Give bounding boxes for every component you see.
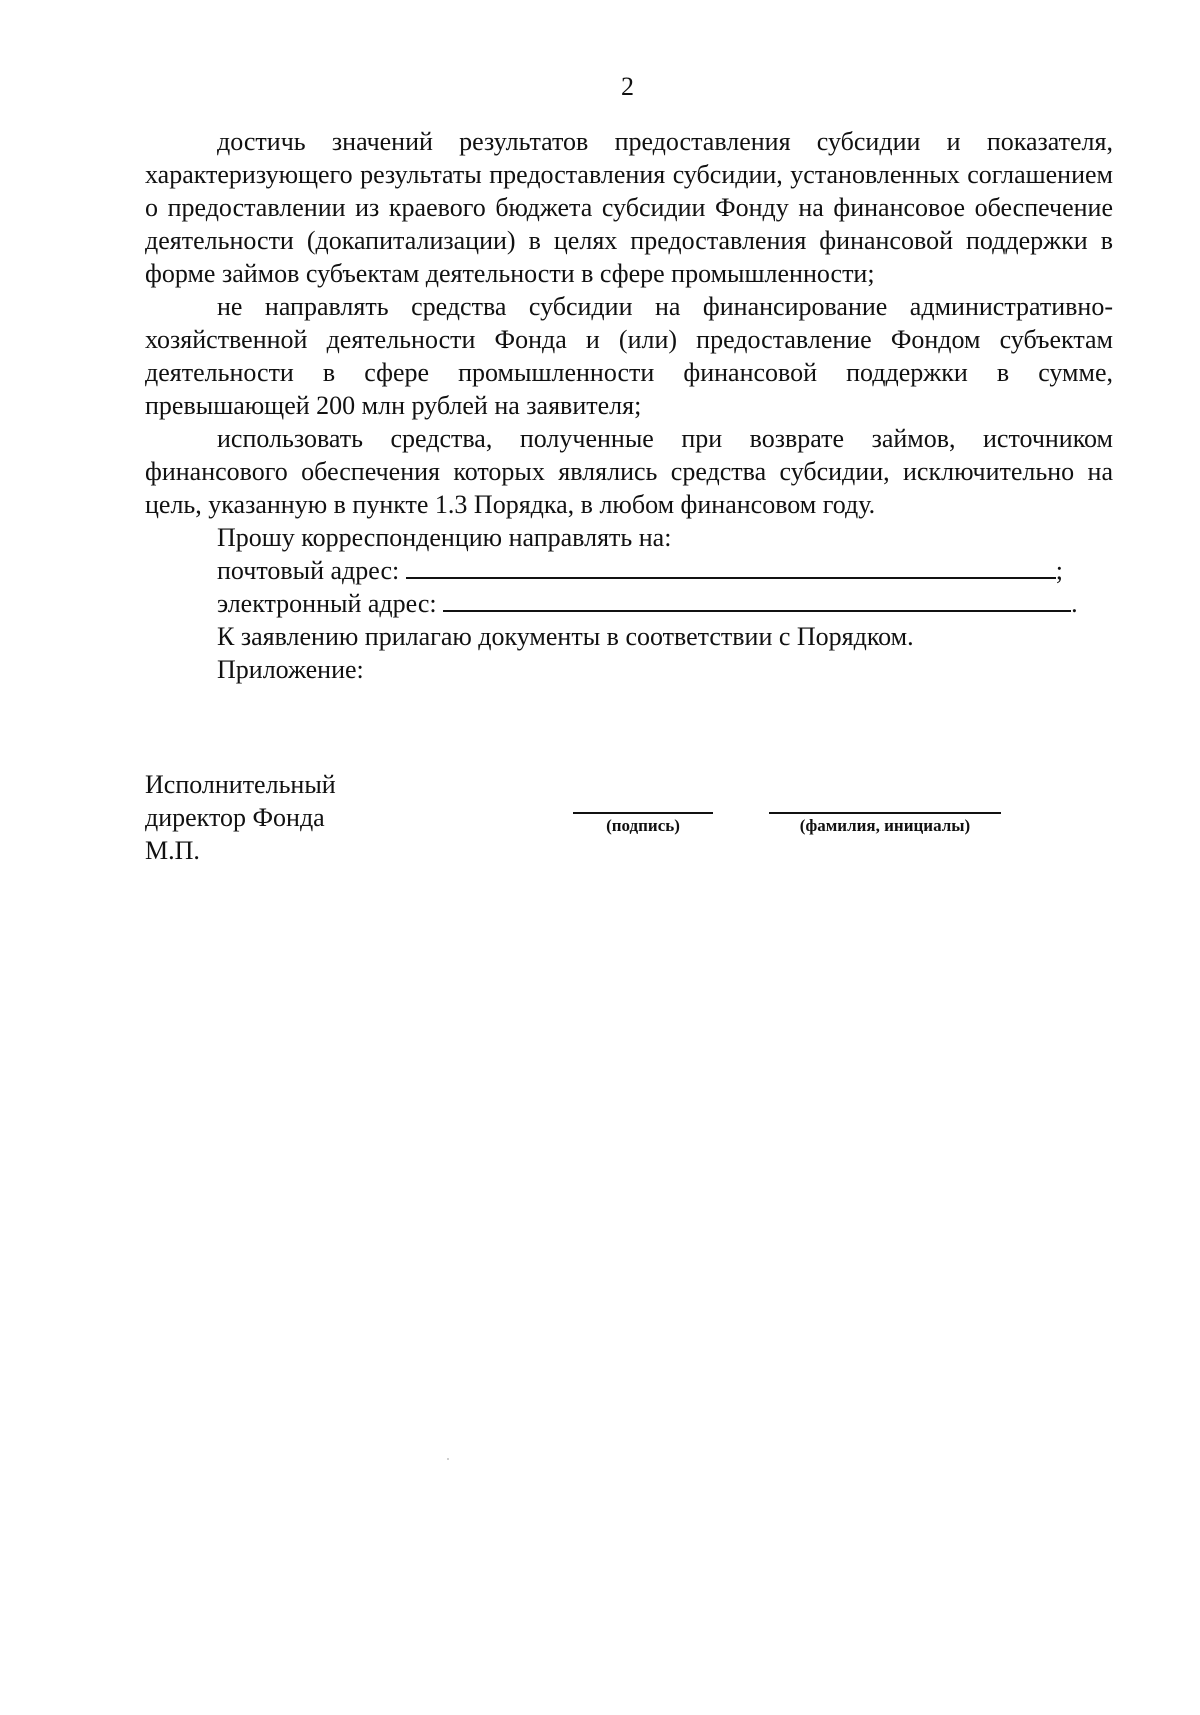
paragraph-results: достичь значений результатов предоставления субсидии и показателя, характеризующего результаты предоставления субсидии, установленных соглашением о предоставлении из краевого бюджета субсидии Фонду на финансовое обеспечение деятельности (докапитализации) в целях предоставления финансовой поддержки в форме займов субъектам деятельности в сфере промышленности;: [145, 127, 1113, 288]
paragraph-no-admin-spending: не направлять средства субсидии на финансирование административно-хозяйственной деятельности Фонда и (или) предоставление Фондом субъектам деятельности в сфере промышленности финансовой поддержки в сумме, превышающей 200 млн рублей на заявителя;: [145, 292, 1113, 420]
email-address-end: .: [1071, 589, 1078, 618]
document-body: [145, 125, 1113, 686]
correspondence-intro: Прошу корреспонденцию направлять на:: [217, 523, 672, 552]
signatory-position: [145, 768, 336, 867]
scan-speck: [447, 1458, 449, 1460]
email-address-row: [145, 587, 1113, 620]
signature-caption: (подпись): [606, 816, 680, 835]
attachments-note: К заявлению прилагаю документы в соответствии с Порядком.: [217, 622, 914, 651]
postal-address-field[interactable]: [406, 557, 1056, 579]
postal-address-end: ;: [1055, 556, 1063, 585]
position-line-2: директор Фонда: [145, 803, 325, 832]
page-number: 2: [621, 72, 634, 101]
postal-address-row: [145, 554, 1113, 587]
postal-address-label: почтовый адрес:: [217, 556, 400, 585]
position-line-1: Исполнительный: [145, 770, 336, 799]
signature-line[interactable]: [573, 812, 713, 814]
name-line[interactable]: [769, 812, 1001, 814]
appendix-label: Приложение:: [217, 655, 364, 684]
name-caption: (фамилия, инициалы): [799, 816, 971, 835]
seal-mark: М.П.: [145, 836, 200, 865]
email-address-label: электронный адрес:: [217, 589, 437, 618]
paragraph-loan-returns: использовать средства, полученные при возврате займов, источником финансового обеспечения которых являлись средства субсидии, исключительно на цель, указанную в пункте 1.3 Порядка, в любом финансовом году.: [145, 424, 1113, 519]
email-address-field[interactable]: [443, 590, 1071, 612]
